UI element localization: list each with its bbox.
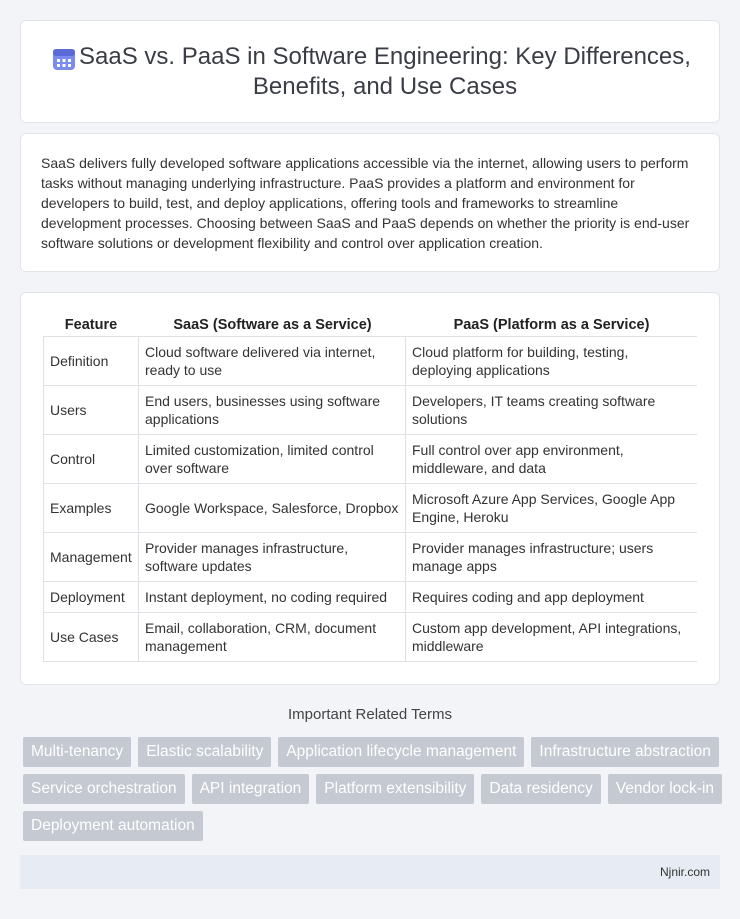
cell-saas: Google Workspace, Salesforce, Dropbox: [139, 484, 406, 533]
header-paas: PaaS (Platform as a Service): [406, 311, 697, 337]
related-terms-list: [23, 737, 723, 841]
cell-paas: Cloud platform for building, testing, deploying applications: [406, 337, 697, 386]
header-feature: Feature: [43, 311, 139, 337]
table-header-row: [43, 311, 697, 337]
cell-paas: Requires coding and app deployment: [406, 582, 697, 613]
page-title: SaaS vs. PaaS in Software Engineering: Key Differences, Benefits, and Use Cases: [79, 42, 691, 100]
comparison-table: [43, 311, 697, 662]
footer: [20, 855, 720, 889]
related-terms-title: Important Related Terms: [288, 706, 452, 723]
cell-saas: Instant deployment, no coding required: [139, 582, 406, 613]
footer-brand[interactable]: Njnir.com: [659, 865, 710, 879]
tag-elastic-scalability[interactable]: Elastic scalability: [138, 737, 271, 767]
intro-text: SaaS delivers fully developed software applications accessible via the internet, allowing users to perform tasks without managing underlying infrastructure. PaaS provides a platform and environment for developers to build, test, and deploy applications, offering tools and frameworks to streamline development processes. Choosing between SaaS and PaaS depends on whether the priority is end-user software solutions or development flexibility and control over application creation.: [41, 155, 690, 251]
header-saas: SaaS (Software as a Service): [139, 311, 406, 337]
table-row: [43, 435, 697, 484]
tag-application-lifecycle-management[interactable]: Application lifecycle management: [278, 737, 524, 767]
table-row: [43, 613, 697, 662]
cell-feature: Examples: [43, 484, 139, 533]
cell-feature: Deployment: [43, 582, 139, 613]
cell-feature: Management: [43, 533, 139, 582]
table-row: [43, 582, 697, 613]
comparison-table-card: [20, 292, 720, 685]
cell-paas: Full control over app environment, middleware, and data: [406, 435, 697, 484]
cell-paas: Provider manages infrastructure; users manage apps: [406, 533, 697, 582]
tag-deployment-automation[interactable]: Deployment automation: [23, 811, 203, 841]
cell-paas: Custom app development, API integrations, middleware: [406, 613, 697, 662]
cell-saas: Limited customization, limited control over software: [139, 435, 406, 484]
cell-feature: Control: [43, 435, 139, 484]
cell-feature: Definition: [43, 337, 139, 386]
table-row: [43, 484, 697, 533]
cell-saas: Email, collaboration, CRM, document management: [139, 613, 406, 662]
cell-saas: Cloud software delivered via internet, ready to use: [139, 337, 406, 386]
table-row: [43, 337, 697, 386]
tag-service-orchestration[interactable]: Service orchestration: [23, 774, 185, 804]
cell-feature: Users: [43, 386, 139, 435]
tag-vendor-lock-in[interactable]: Vendor lock-in: [608, 774, 722, 804]
cell-paas: Microsoft Azure App Services, Google App Engine, Heroku: [406, 484, 697, 533]
cell-saas: Provider manages infrastructure, software updates: [139, 533, 406, 582]
cell-paas: Developers, IT teams creating software solutions: [406, 386, 697, 435]
tag-platform-extensibility[interactable]: Platform extensibility: [316, 774, 474, 804]
table-row: [43, 386, 697, 435]
header-card: [20, 20, 720, 123]
tag-infrastructure-abstraction[interactable]: Infrastructure abstraction: [531, 737, 718, 767]
cell-feature: Use Cases: [43, 613, 139, 662]
tag-data-residency[interactable]: Data residency: [481, 774, 600, 804]
intro-card: [20, 133, 720, 272]
cell-saas: End users, businesses using software applications: [139, 386, 406, 435]
tag-multi-tenancy[interactable]: Multi-tenancy: [23, 737, 131, 767]
tag-api-integration[interactable]: API integration: [192, 774, 310, 804]
table-row: [43, 533, 697, 582]
